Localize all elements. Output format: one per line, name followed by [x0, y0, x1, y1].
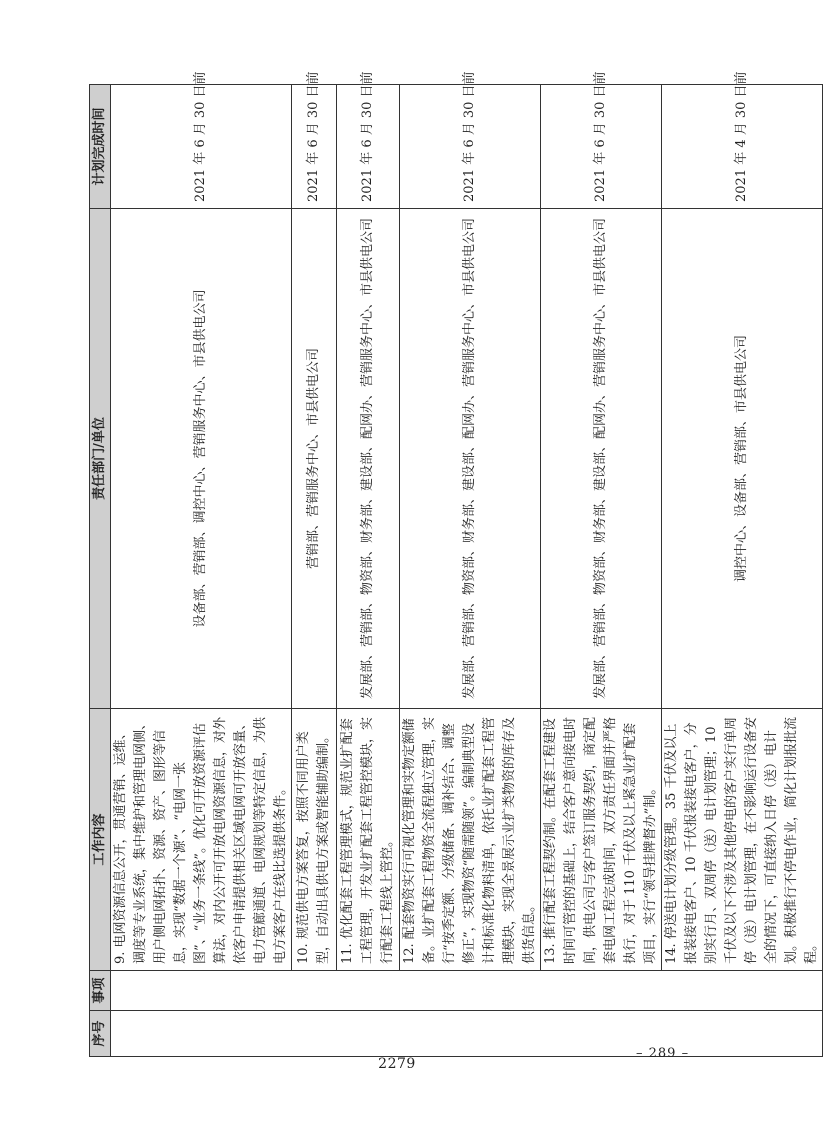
cell-content: 10. 规范供电方案答复，按照不同用户类型，自动出具供电方案或智能辅助编制。 — [292, 709, 337, 971]
document-code: 2279 — [378, 1056, 416, 1072]
header-item: 事项 — [90, 971, 111, 1011]
cell-content: 11. 优化配套工程管理模式，规范业扩配套工程管理，开发业扩配套工程管控模块，实行配套工程线上管控。 — [337, 709, 400, 971]
rotated-table-container — [89, 71, 819, 1057]
cell-time: 2021 年 6 月 30 日前 — [111, 85, 292, 209]
table-row — [400, 85, 541, 1057]
table-row — [662, 85, 823, 1057]
table-row — [292, 85, 337, 1057]
header-content: 工作内容 — [90, 709, 111, 971]
cell-content: 9. 电网资源信息公开，贯通营销、运维、调度等专业系统，集中维护和管理电网侧、用户侧电网拓扑、资源、资产、图形等信息，实现“数据一个源”、“电网一张图”、“业务一条线”。优化可开放资源评估算法，对内公开可开放电网资源信息，对外依客户申请提供相关区域电网可开放容量、电力管廊通道、电网规划等特定信息，为供电方案客户在线比选提供条件。 — [111, 709, 292, 971]
cell-time: 2021 年 4 月 30 日前 — [662, 85, 823, 209]
cell-dept: 设备部、营销部、调控中心、营销服务中心、市县供电公司 — [111, 209, 292, 709]
header-row — [90, 85, 111, 1057]
cell-time: 2021 年 6 月 30 日前 — [400, 85, 541, 209]
header-dept: 责任部门/单位 — [90, 209, 111, 709]
header-no: 序号 — [90, 1011, 111, 1057]
header-time: 计划完成时间 — [90, 85, 111, 209]
cell-dept: 营销部、营销服务中心、市县供电公司 — [292, 209, 337, 709]
cell-content: 12. 配套物资实行可视化管理和实物定额储备。业扩配套工程物资全流程独立管理，实行“按季定额、分级储备、调补结合、调整修正”，实现物资“随需随领”。编制典型设计和标准化物料清单，依托业扩配套工程管理模块，实现全景展示业扩类物资的库存及供货信息。 — [400, 709, 541, 971]
table-row — [541, 85, 662, 1057]
table-row — [111, 85, 292, 1057]
cell-dept: 发展部、营销部、物资部、财务部、建设部、配网办、营销服务中心、市县供电公司 — [337, 209, 400, 709]
cell-dept: 调控中心、设备部、营销部、市县供电公司 — [662, 209, 823, 709]
cell-dept: 发展部、营销部、物资部、财务部、建设部、配网办、营销服务中心、市县供电公司 — [541, 209, 662, 709]
page-number: – 289 – — [636, 1046, 690, 1061]
table-row — [337, 85, 400, 1057]
cell-content: 13. 推行配套工程契约制。在配套工程建设时间可管控的基础上，结合客户意向接电时间，供电公司与客户签订服务契约，商定配套电网工程完成时间，双方责任界面并严格执行，对于 110 千伏及以上紧急业扩配套项目，实行“领导挂牌督办”制。 — [541, 709, 662, 971]
cell-no — [111, 1011, 823, 1057]
cell-time: 2021 年 6 月 30 日前 — [337, 85, 400, 209]
cell-content: 14. 停送电计划分级管理。35 千伏及以上报装接电客户、10 千伏报装接电客户，分别实行月、双周停（送）电计划管理；10 千伏及以下不涉及其他停电的客户实行单周停（送）电计划管理，在不影响运行设备安全的情况下，可直接纳入日停（送）电计划。积极推行不停电作业，简化计划报批流程。 — [662, 709, 823, 971]
cell-item — [111, 971, 823, 1011]
cell-time: 2021 年 6 月 30 日前 — [292, 85, 337, 209]
cell-time: 2021 年 6 月 30 日前 — [541, 85, 662, 209]
cell-dept: 发展部、营销部、物资部、财务部、建设部、配网办、营销服务中心、市县供电公司 — [400, 209, 541, 709]
work-plan-table — [89, 71, 823, 1057]
